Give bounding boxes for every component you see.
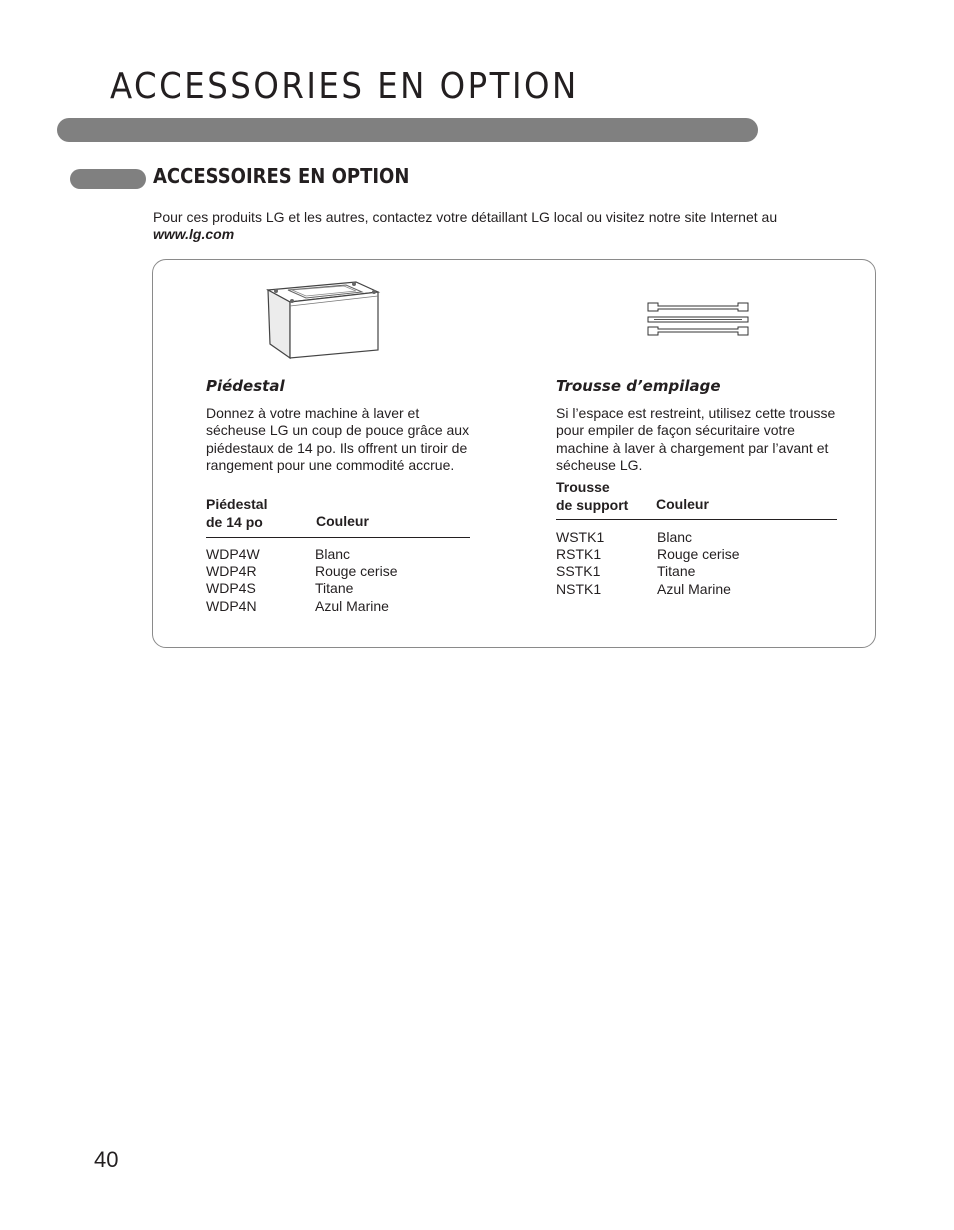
table-cell: Azul Marine: [315, 597, 389, 614]
title-divider-bar: [57, 118, 758, 142]
page-title: ACCESSORIES EN OPTION: [110, 66, 579, 107]
table-cell: WDP4N: [206, 597, 257, 614]
table-header-model-line1: Piédestal: [206, 496, 268, 512]
table-header-model: [206, 496, 267, 531]
table-cell: WDP4S: [206, 580, 256, 597]
table-cell: WSTK1: [556, 529, 605, 545]
table-cell: Titane: [657, 563, 696, 580]
product-name-pedestal: Piédestal: [206, 377, 285, 395]
product-name-stacking-kit: Trousse d’empilage: [556, 377, 721, 395]
table-cell: SSTK1: [556, 563, 601, 580]
product-description-pedestal: Donnez à votre machine à laver et sécheuse LG un coup de pouce grâce aux piédestaux de 14 po. Ils offrent un tiroir de rangement pour une commodité accrue.: [206, 405, 470, 473]
table-cell: WDP4W: [206, 546, 260, 562]
stacking-kit-strips-illustration: [644, 300, 752, 340]
table-cell: Rouge cerise: [315, 563, 398, 580]
product-description-stacking-kit: Si l’espace est restreint, utilisez cette trousse pour empiler de façon sécuritaire votre machine à laver à chargement par l’avant et sécheuse LG.: [556, 405, 836, 473]
table-cell: Rouge cerise: [657, 546, 740, 563]
table-color-column: [657, 529, 740, 598]
table-header-model-line2: de support: [556, 496, 629, 513]
section-marker-pill: [70, 169, 146, 189]
table-model-column: [206, 546, 260, 615]
page-number: 40: [94, 1147, 119, 1172]
table-cell: NSTK1: [556, 580, 602, 597]
table-header-color: Couleur: [316, 513, 369, 529]
website-link[interactable]: www.lg.com: [153, 226, 235, 242]
section-heading: ACCESSOIRES EN OPTION: [153, 164, 410, 188]
table-header-model-line2: de 14 po: [206, 513, 263, 530]
table-header-color: Couleur: [656, 496, 709, 512]
table-cell: RSTK1: [556, 546, 602, 563]
table-cell: Blanc: [315, 546, 351, 562]
table-cell: Titane: [315, 580, 354, 597]
intro-paragraph: [153, 209, 873, 243]
table-color-column: [315, 546, 398, 615]
table-model-column: [556, 529, 604, 598]
table-header-model-line1: Trousse: [556, 479, 610, 495]
table-cell: WDP4R: [206, 563, 257, 580]
table-divider: [556, 519, 837, 520]
intro-text: Pour ces produits LG et les autres, contactez votre détaillant LG local ou visitez notre site Internet au: [153, 209, 778, 225]
table-header-model: [556, 479, 628, 514]
table-divider: [206, 537, 470, 538]
pedestal-drawer-illustration: [266, 280, 382, 360]
table-cell: Blanc: [657, 529, 693, 545]
table-cell: Azul Marine: [657, 580, 731, 597]
